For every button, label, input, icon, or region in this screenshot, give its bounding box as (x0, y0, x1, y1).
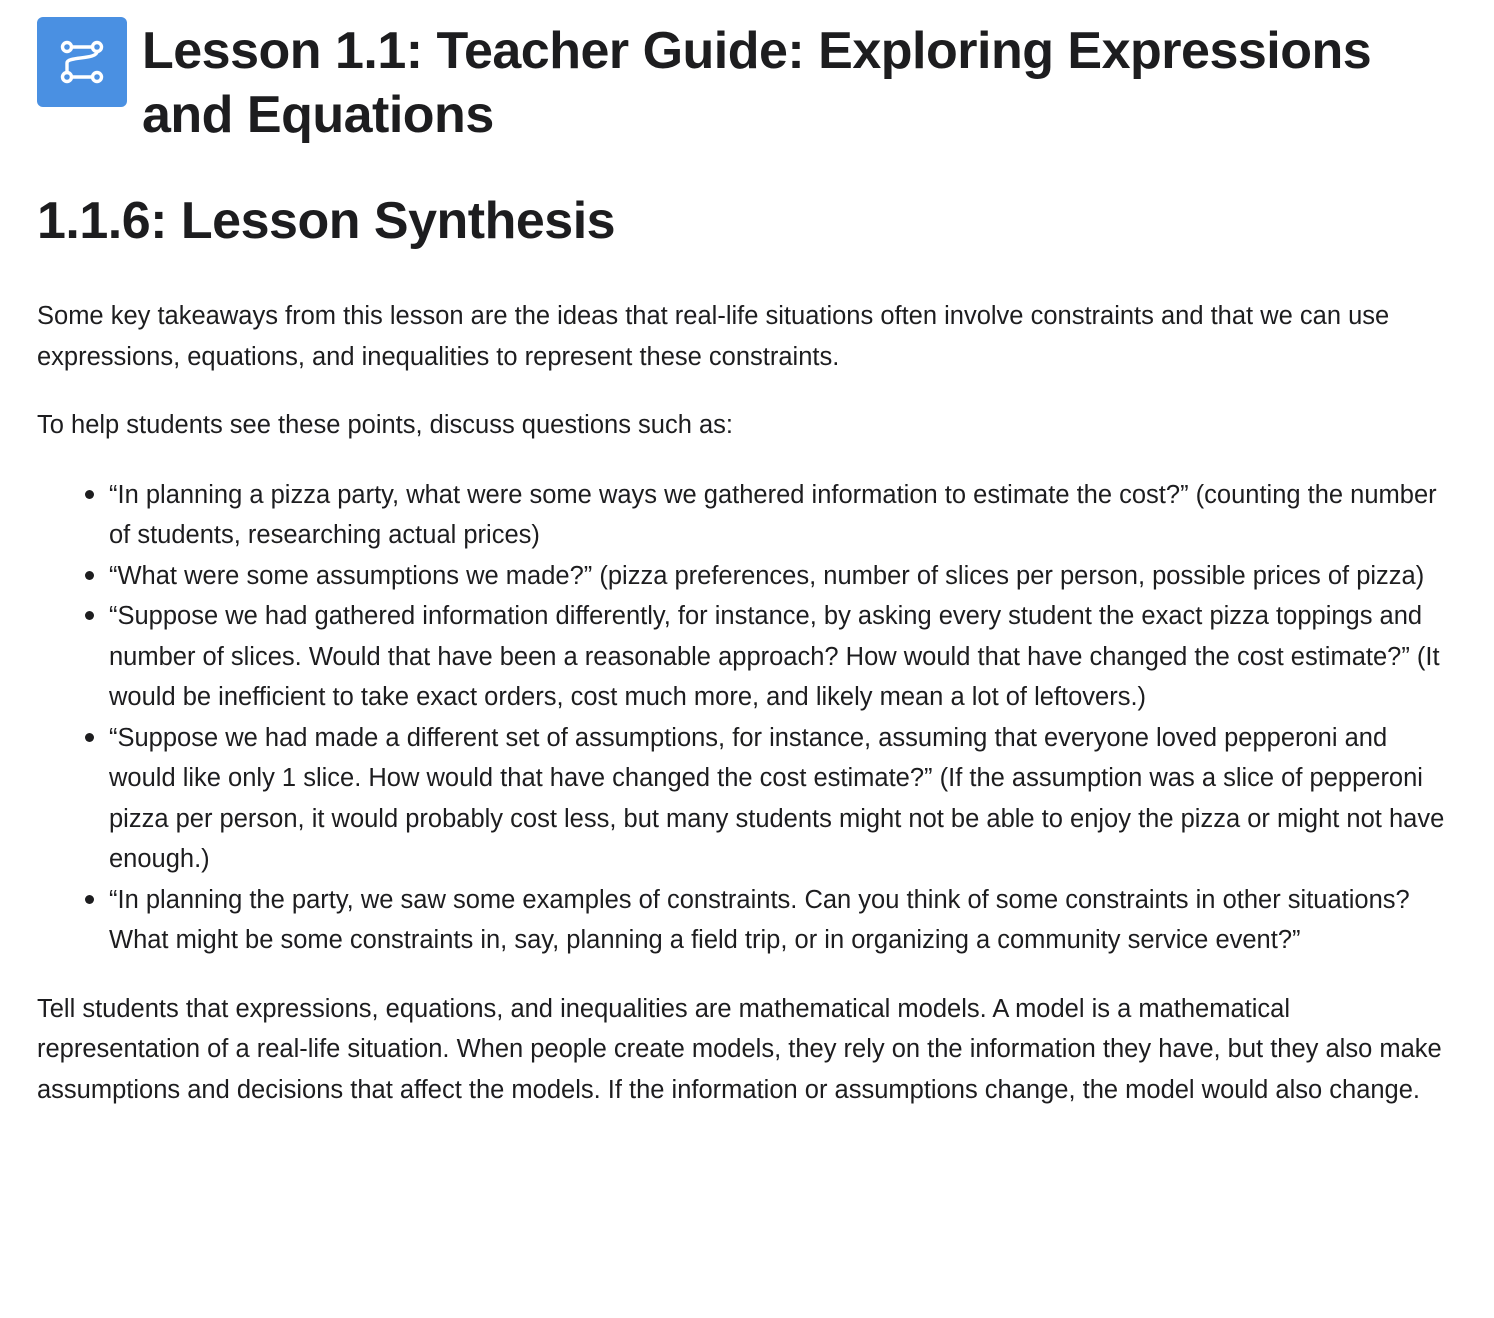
list-item (109, 880, 1457, 961)
question-text: “What were some assumptions we made?” (pizza preferences, number of slices per person, possible prices of pizza) (109, 561, 1425, 590)
intro-paragraph: Some key takeaways from this lesson are the ideas that real-life situations often involve constraints and that we can use expressions, equations, and inequalities to represent these constraints. (37, 302, 1390, 371)
page-content (37, 17, 1457, 1110)
section-title: 1.1.6: Lesson Synthesis (37, 192, 616, 250)
question-text: “In planning a pizza party, what were some ways we gathered information to estimate the cost?” (counting the number of students, researching actual prices) (109, 480, 1437, 549)
prompt-paragraph: To help students see these points, discuss questions such as: (37, 411, 733, 439)
list-item (109, 556, 1457, 597)
bullet-icon (85, 733, 94, 742)
question-text: “Suppose we had made a different set of assumptions, for instance, assuming that everyone loved pepperoni and would like only 1 slice. How would that have changed the cost estimate?” (If the assumption was a slice of pepperoni pizza per person, it would probably cost less, but many students might not be able to enjoy the pizza or might not have enough.) (109, 723, 1445, 873)
bullet-icon (85, 611, 94, 620)
list-item (109, 475, 1457, 556)
bullet-icon (85, 895, 94, 904)
conclusion-paragraph: Tell students that expressions, equations, and inequalities are mathematical models. A model is a mathematical representation of a real-life situation. When people create models, they rely on the information they have, but they also make assumptions and decisions that affect the models. If the information or assumptions change, the model would also change. (37, 994, 1442, 1104)
list-item (109, 718, 1457, 880)
lesson-header (37, 17, 1457, 147)
question-text: “Suppose we had gathered information differently, for instance, by asking every student the exact pizza toppings and number of slices. Would that have been a reasonable approach? How would that have changed the cost estimate?” (It would be inefficient to take exact orders, cost much more, and likely mean a lot of leftovers.) (109, 602, 1440, 711)
lesson-title: Lesson 1.1: Teacher Guide: Exploring Expressions and Equations (142, 22, 1372, 144)
bullet-icon (85, 571, 94, 580)
question-text: “In planning the party, we saw some examples of constraints. Can you think of some constraints in other situations? What might be some constraints in, say, planning a field trip, or in organizing a community service event?” (109, 885, 1410, 954)
bullet-icon (85, 490, 94, 499)
list-item (109, 596, 1457, 718)
route-icon (37, 17, 127, 107)
discussion-questions-list (37, 475, 1457, 961)
